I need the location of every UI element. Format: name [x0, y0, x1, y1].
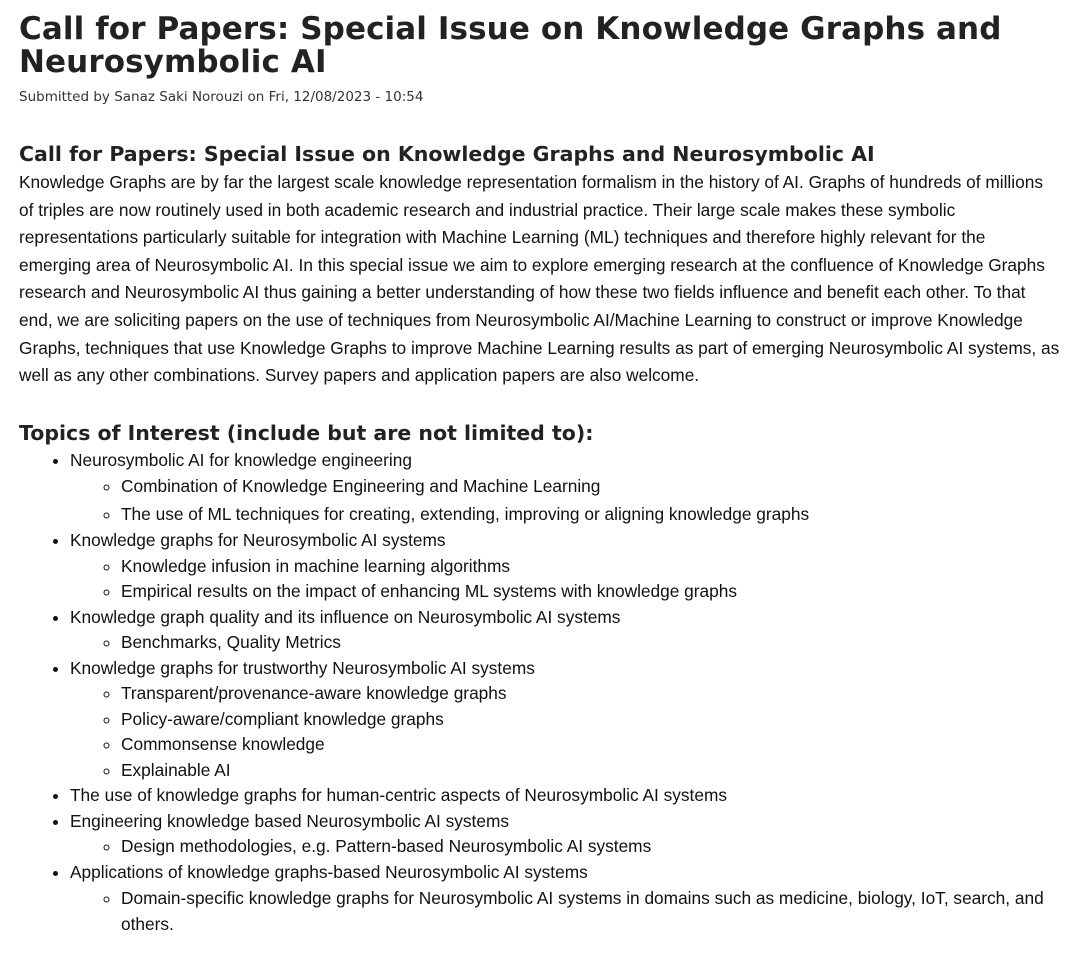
subtopic-item: ◦ Knowledge infusion in machine learning algorithms [121, 554, 1062, 580]
topic-item [70, 605, 1062, 656]
topic-item [70, 448, 1062, 529]
subtopic-list [70, 834, 1062, 860]
subtopic-list [70, 885, 1062, 937]
subtopic-item: ◦ Explainable AI [121, 758, 1062, 784]
subtopic-item: ◦ Domain-specific knowledge graphs for Neurosymbolic AI systems in domains such as medicine, biology, IoT, search, and others. [121, 885, 1062, 937]
subtopic-item: ◦ Empirical results on the impact of enhancing ML systems with knowledge graphs [121, 579, 1062, 605]
subtopic-item: ◦ Transparent/provenance-aware knowledge graphs [121, 681, 1062, 707]
section-heading: Call for Papers: Special Issue on Knowledge Graphs and Neurosymbolic AI [19, 142, 875, 166]
topic-item [70, 860, 1062, 938]
subtopic-item: ◦ Benchmarks, Quality Metrics [121, 630, 1062, 656]
topic-item [70, 809, 1062, 860]
page-title: Call for Papers: Special Issue on Knowledge Graphs and Neurosymbolic AI [19, 11, 1002, 80]
topic-label: Engineering knowledge based Neurosymbolic AI systems [70, 810, 509, 831]
subtopic-list [70, 554, 1062, 605]
topic-label: Neurosymbolic AI for knowledge engineering [70, 449, 412, 470]
topic-item [70, 528, 1062, 605]
topic-label: Applications of knowledge graphs-based Neurosymbolic AI systems [70, 861, 588, 882]
topic-label: Knowledge graph quality and its influence on Neurosymbolic AI systems [70, 606, 621, 627]
subtopic-item: ◦ Combination of Knowledge Engineering and Machine Learning [121, 473, 1062, 501]
subtopic-item: ◦ Design methodologies, e.g. Pattern-based Neurosymbolic AI systems [121, 834, 1062, 860]
subtopic-item: ◦ Policy-aware/compliant knowledge graphs [121, 707, 1062, 733]
subtopic-list [70, 630, 1062, 656]
topic-label: Knowledge graphs for Neurosymbolic AI systems [70, 530, 446, 551]
submitted-byline: Submitted by Sanaz Saki Norouzi on Fri, 12/08/2023 - 10:54 [19, 89, 424, 105]
topics-heading: Topics of Interest (include but are not limited to): [19, 420, 594, 445]
topics-list [19, 448, 1062, 938]
subtopic-item: ◦ Commonsense knowledge [121, 732, 1062, 758]
subtopic-list [70, 681, 1062, 783]
subtopic-item: ◦ The use of ML techniques for creating, extending, improving or aligning knowledge graphs [121, 501, 1062, 529]
intro-paragraph: Knowledge Graphs are by far the largest scale knowledge representation formalism in the history of AI. Graphs of hundreds of millions of triples are now routinely used in both academic research and industrial practice. Their large scale makes these symbolic representations particularly suitable for integration with Machine Learning (ML) techniques and therefore highly relevant for the emerging area of Neurosymbolic AI. In this special issue we aim to explore emerging research at the confluence of Knowledge Graphs research and Neurosymbolic AI thus gaining a better understanding of how these two fields influence and benefit each other. To that end, we are soliciting papers on the use of techniques from Neurosymbolic AI/Machine Learning to construct or improve Knowledge Graphs, techniques that use Knowledge Graphs to improve Machine Learning results as part of emerging Neurosymbolic AI systems, as well as any other combinations. Survey papers and application papers are also welcome. [19, 172, 1060, 386]
subtopic-list [70, 473, 1062, 528]
topic-label: The use of knowledge graphs for human-centric aspects of Neurosymbolic AI systems [70, 785, 727, 806]
topic-label: Knowledge graphs for trustworthy Neurosymbolic AI systems [70, 657, 535, 678]
topic-item [70, 783, 1062, 809]
topic-item [70, 656, 1062, 784]
